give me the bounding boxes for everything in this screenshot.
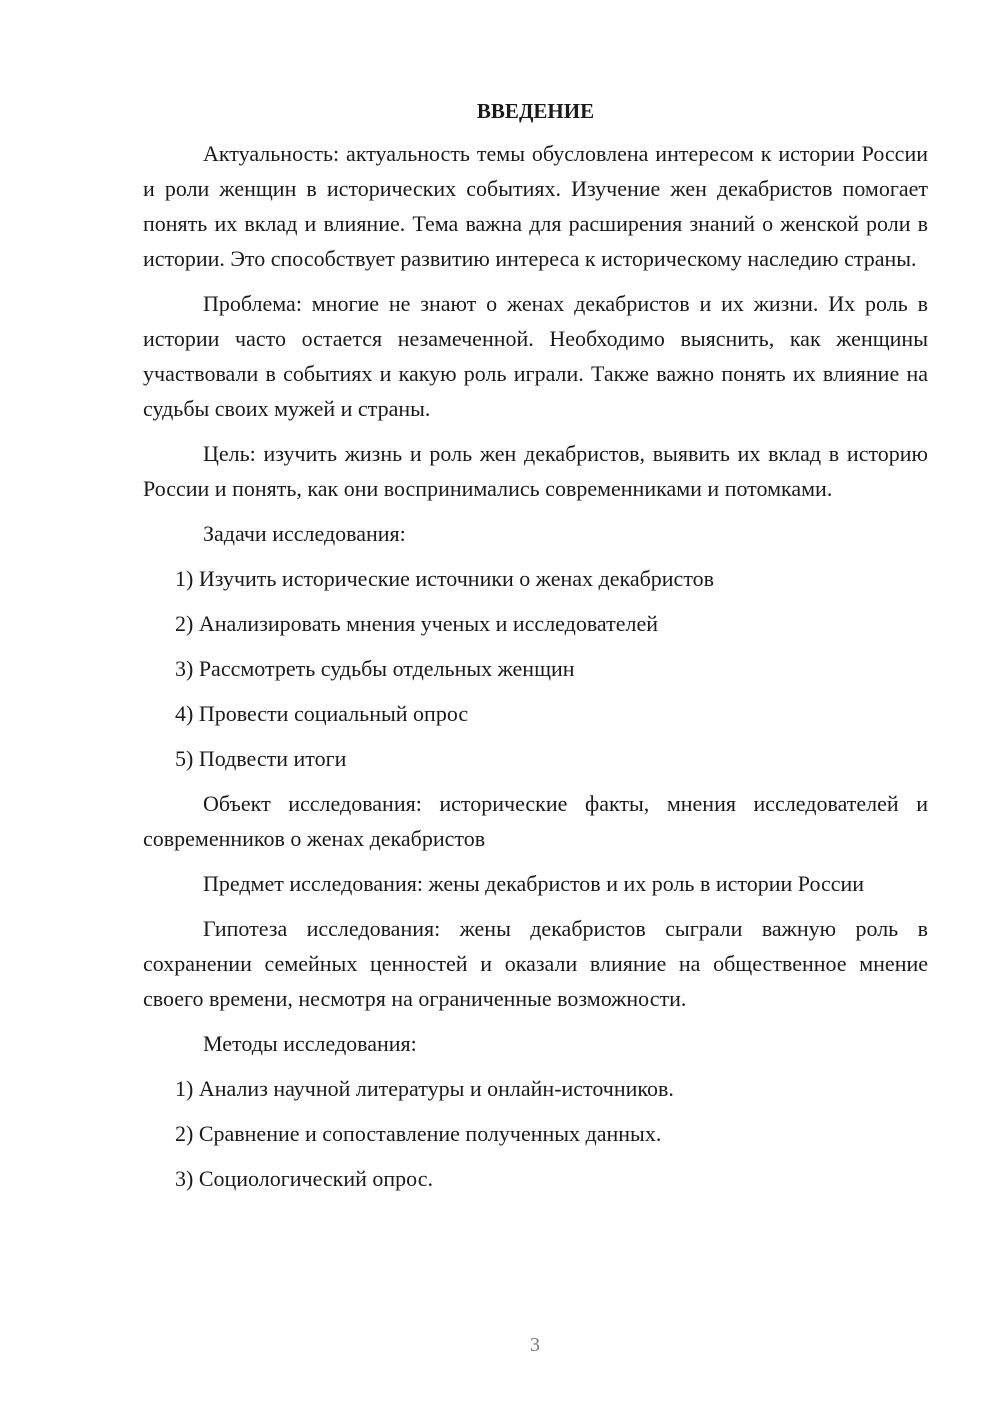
list-item: 4) Провести социальный опрос (175, 701, 469, 726)
tasks-heading: Задачи исследования: (203, 521, 406, 546)
methods-heading: Методы исследования: (203, 1031, 417, 1056)
list-item: 1) Анализ научной литературы и онлайн-источников. (175, 1076, 674, 1101)
goal-paragraph: Цель: изучить жизнь и роль жен декабристов, выявить их вклад в историю России и понять, как они воспринимались современниками и потомками. (143, 441, 928, 501)
methods-list (143, 1071, 928, 1196)
list-item: 3) Социологический опрос. (175, 1166, 433, 1191)
list-item: 2) Сравнение и сопоставление полученных данных. (175, 1121, 662, 1146)
tasks-list (143, 561, 928, 776)
relevance-paragraph: Актуальность: актуальность темы обусловлена интересом к истории России и роли женщин в исторических событиях. Изучение жен декабристов помогает понять их вклад и влияние. Тема важна для расширения знаний о женской роли в истории. Это способствует развитию интереса к историческому наследию страны. (143, 141, 928, 271)
hypothesis-paragraph: Гипотеза исследования: жены декабристов сыграли важную роль в сохранении семейных ценностей и оказали влияние на общественное мнение своего времени, несмотря на ограниченные возможности. (143, 916, 928, 1011)
document-page (143, 96, 928, 1206)
page-number: 3 (530, 1334, 540, 1356)
list-item: 3) Рассмотреть судьбы отдельных женщин (175, 656, 575, 681)
problem-paragraph: Проблема: многие не знают о женах декабристов и их жизни. Их роль в истории часто остается незамеченной. Необходимо выяснить, как женщины участвовали в событиях и какую роль играли. Также важно понять их влияние на судьбы своих мужей и страны. (143, 291, 928, 421)
subject-paragraph: Предмет исследования: жены декабристов и их роль в истории России (203, 871, 865, 896)
section-title: ВВЕДЕНИЕ (476, 99, 595, 123)
list-item: 5) Подвести итоги (175, 746, 347, 771)
object-paragraph: Объект исследования: исторические факты, мнения исследователей и современников о женах декабристов (143, 791, 928, 851)
list-item: 1) Изучить исторические источники о женах декабристов (175, 566, 715, 591)
list-item: 2) Анализировать мнения ученых и исследователей (175, 611, 659, 636)
